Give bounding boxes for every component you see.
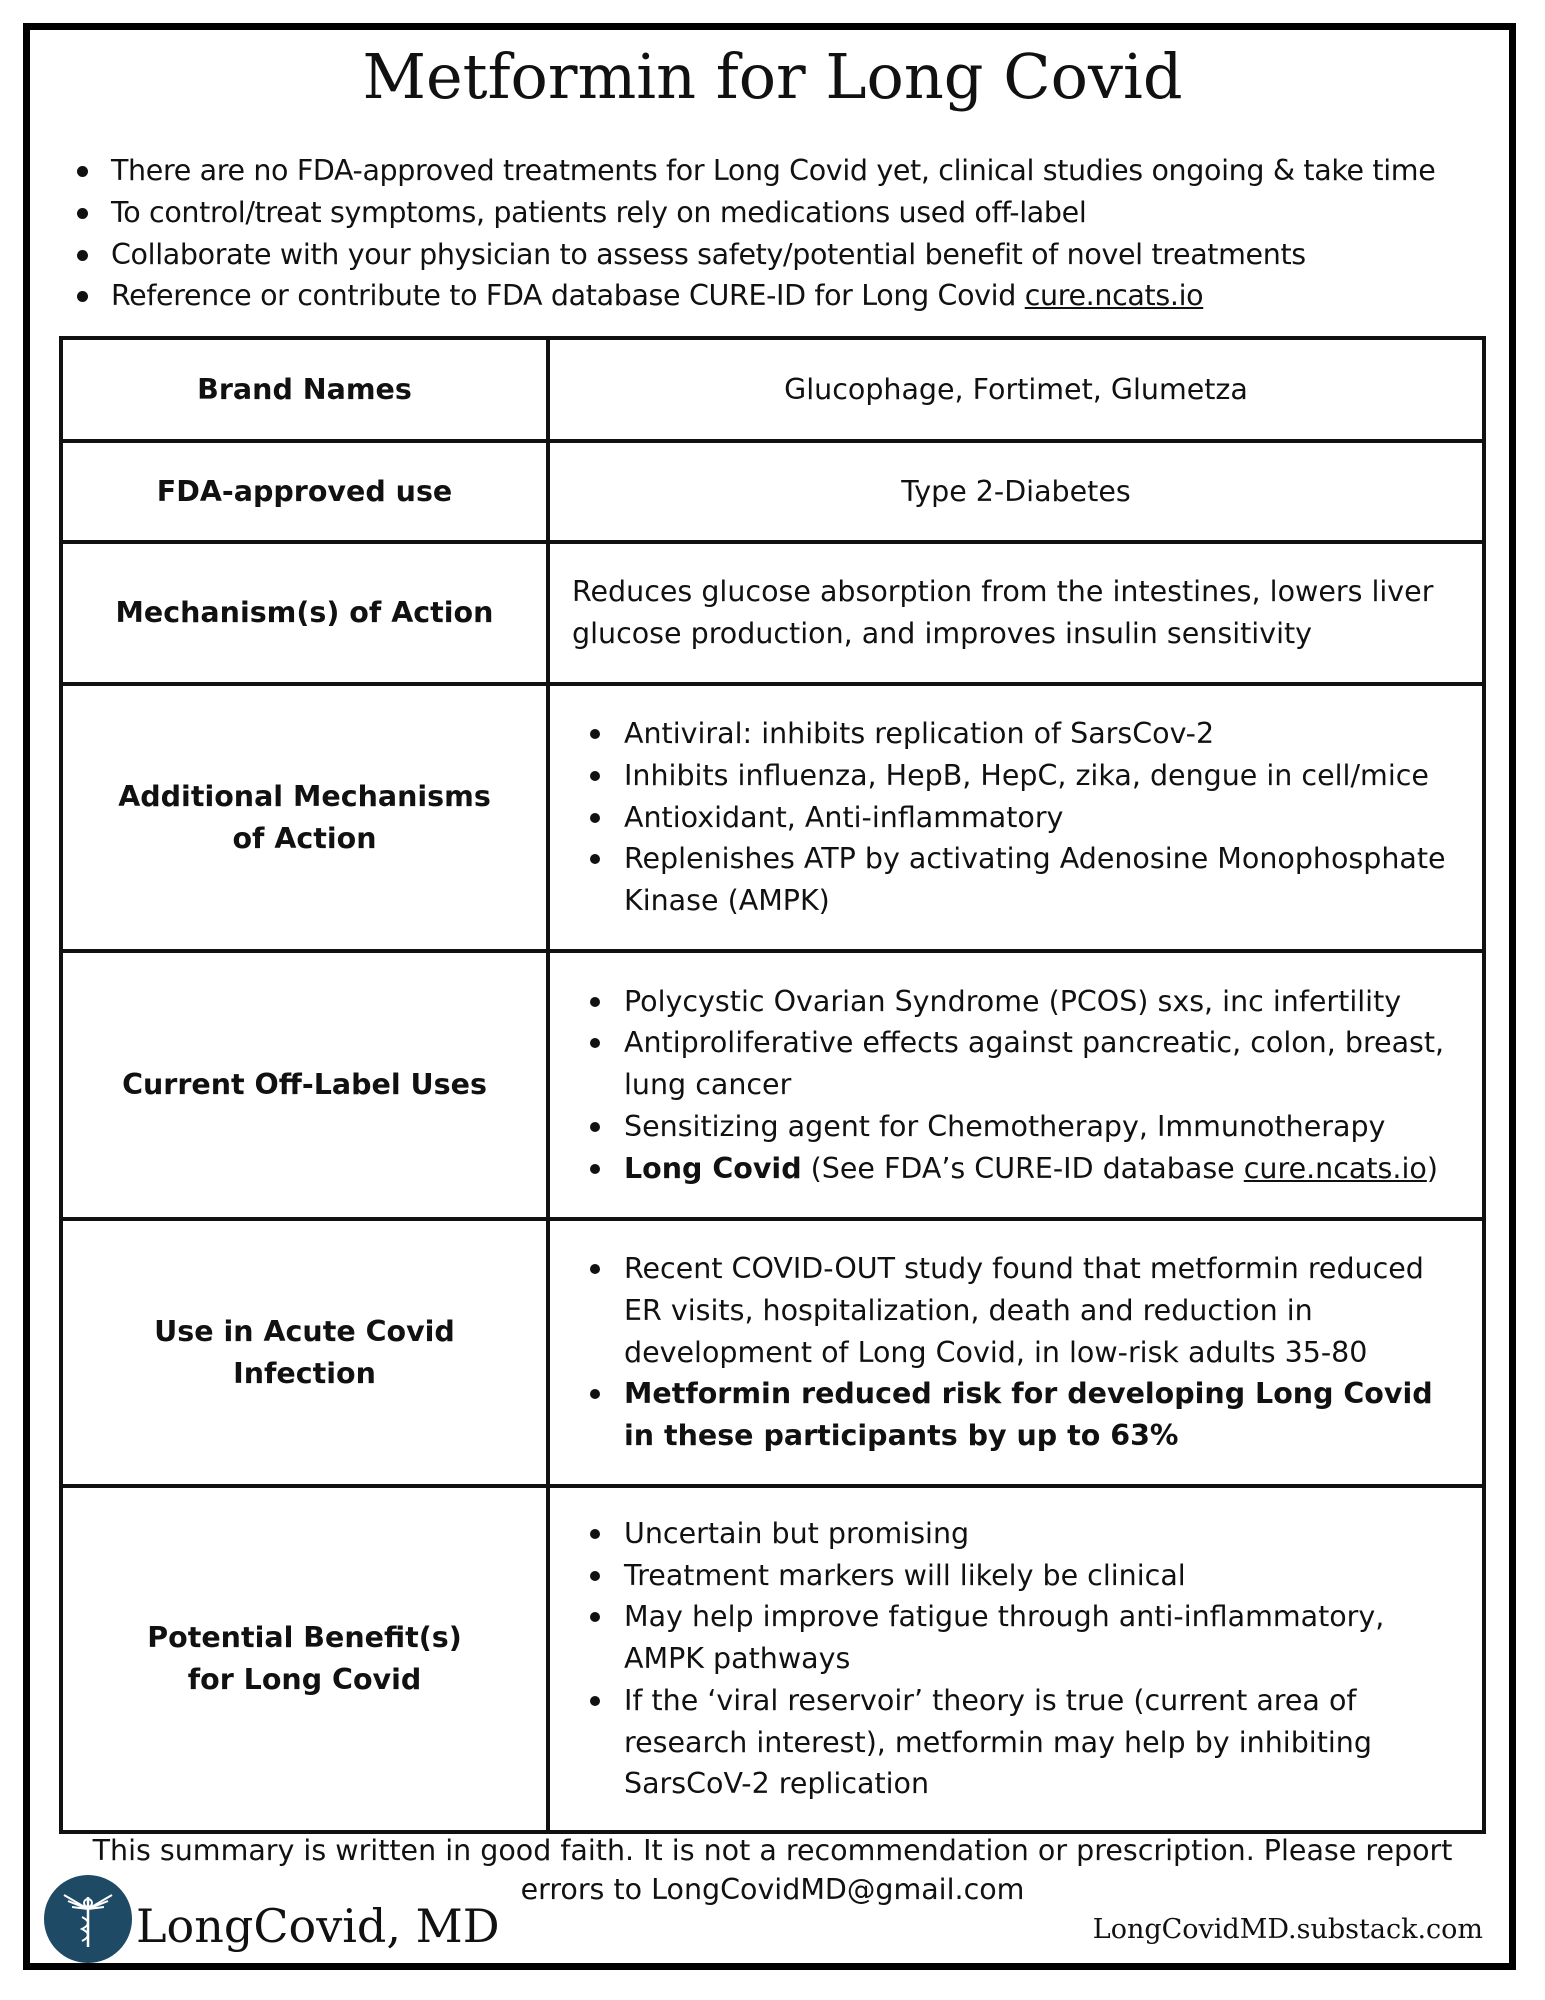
list-item: Inhibits influenza, HepB, HepC, zika, dengue in cell/mice xyxy=(602,755,1460,797)
brand-name: LongCovid, MD xyxy=(136,1899,500,1953)
list-item: Uncertain but promising xyxy=(602,1513,1460,1555)
list-item: Sensitizing agent for Chemotherapy, Immunotherapy xyxy=(602,1106,1460,1148)
row-label-benefit: Potential Benefit(s) for Long Covid xyxy=(61,1486,548,1832)
row-label-acute: Use in Acute Covid Infection xyxy=(61,1219,548,1486)
intro-item: To control/treat symptoms, patients rely on medications used off-label xyxy=(75,192,1515,234)
row-label-mechanism: Mechanism(s) of Action xyxy=(61,542,548,684)
list-item: Polycystic Ovarian Syndrome (PCOS) sxs, inc infertility xyxy=(602,981,1460,1023)
list-item-text: (See FDA’s CURE-ID database xyxy=(801,1151,1244,1185)
table-row xyxy=(61,338,1484,441)
list-item: May help improve fatigue through anti-inflammatory, AMPK pathways xyxy=(602,1596,1460,1680)
benefit-value xyxy=(548,1486,1484,1832)
brand-names-value: Glucophage, Fortimet, Glumetza xyxy=(548,338,1484,441)
off-label-value xyxy=(548,951,1484,1219)
row-label-fda-use: FDA-approved use xyxy=(61,441,548,542)
drug-info-table xyxy=(59,336,1486,1834)
fda-use-value: Type 2-Diabetes xyxy=(548,441,1484,542)
list-item: Metformin reduced risk for developing Long Covid in these participants by up to 63% xyxy=(602,1373,1460,1457)
list-item: Replenishes ATP by activating Adenosine Monophosphate Kinase (AMPK) xyxy=(602,838,1460,922)
list-item: Antiviral: inhibits replication of SarsCov-2 xyxy=(602,713,1460,755)
mechanism-value: Reduces glucose absorption from the intestines, lowers liver glucose production, and improves insulin sensitivity xyxy=(548,542,1484,684)
intro-item: There are no FDA-approved treatments for Long Covid yet, clinical studies ongoing & take time xyxy=(75,150,1515,192)
intro-item-text: Reference or contribute to FDA database CURE-ID for Long Covid xyxy=(111,279,1025,313)
table-row xyxy=(61,1486,1484,1832)
intro-item: Collaborate with your physician to assess safety/potential benefit of novel treatments xyxy=(75,234,1515,276)
table-row xyxy=(61,951,1484,1219)
caduceus-icon xyxy=(44,1875,132,1963)
table-row xyxy=(61,441,1484,542)
list-item xyxy=(602,1148,1460,1190)
page-title: Metformin for Long Covid xyxy=(362,40,1183,113)
long-covid-bold: Long Covid xyxy=(624,1151,802,1185)
cure-id-link[interactable]: cure.ncats.io xyxy=(1024,279,1204,313)
list-item: Recent COVID-OUT study found that metformin reduced ER visits, hospitalization, death and reduction in development of Long Covid, in low-risk adults 35-80 xyxy=(602,1248,1460,1373)
benefit-list xyxy=(572,1513,1460,1806)
additional-mechanisms-value xyxy=(548,684,1484,951)
row-label-additional-mechanisms: Additional Mechanisms of Action xyxy=(61,684,548,951)
list-item: If the ‘viral reservoir’ theory is true (current area of research interest), metformin may help by inhibiting SarsCoV-2 replication xyxy=(602,1680,1460,1805)
acute-list xyxy=(572,1248,1460,1457)
row-label-off-label: Current Off-Label Uses xyxy=(61,951,548,1219)
table-row xyxy=(61,684,1484,951)
site-url: LongCovidMD.substack.com xyxy=(1092,1914,1483,1945)
caduceus-logo-icon xyxy=(44,1875,132,1963)
list-item-text: ) xyxy=(1426,1151,1438,1185)
list-item: Antioxidant, Anti-inflammatory xyxy=(602,797,1460,839)
table-row xyxy=(61,542,1484,684)
disclaimer-note: This summary is written in good faith. It is not a recommendation or prescription. Please report errors to LongCovidMD@gmail.com xyxy=(92,1834,1453,1906)
additional-mechanisms-list xyxy=(572,713,1460,922)
table-row xyxy=(61,1219,1484,1486)
intro-item xyxy=(75,275,1515,317)
row-label-brand-names: Brand Names xyxy=(61,338,548,441)
intro-list xyxy=(75,150,1515,317)
list-item: Antiproliferative effects against pancreatic, colon, breast, lung cancer xyxy=(602,1022,1460,1106)
off-label-list xyxy=(572,981,1460,1190)
acute-value xyxy=(548,1219,1484,1486)
list-item: Treatment markers will likely be clinical xyxy=(602,1555,1460,1597)
cure-id-link[interactable]: cure.ncats.io xyxy=(1243,1151,1427,1185)
